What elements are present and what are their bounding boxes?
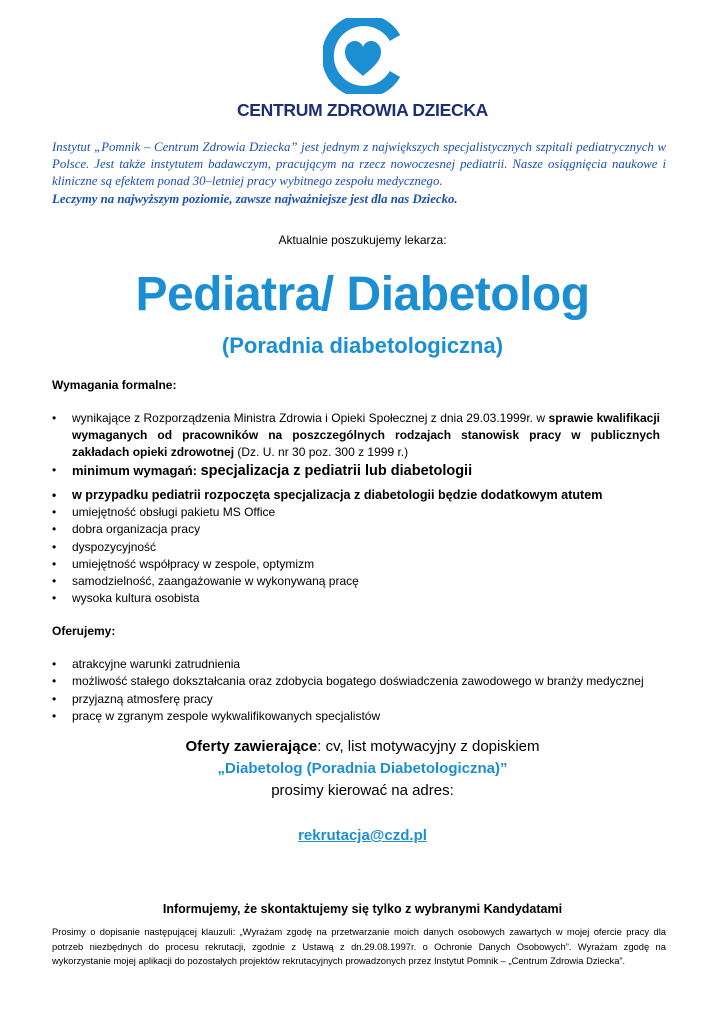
requirements-list-4	[52, 504, 660, 608]
job-title: Pediatra/ Diabetolog	[135, 268, 590, 321]
list-item: • samodzielność, zaangażowanie w wykonywaną pracę	[52, 573, 660, 590]
requirements-heading: Wymagania formalne:	[52, 378, 177, 392]
consent-clause: Prosimy o dopisanie następującej klauzuli: „Wyrażam zgodę na przetwarzanie moich danych osobowych zawartych w mojej ofercie pracy dla potrzeb niezbędnych do procesu rekrutacji, zgodnie z Ustawą z dn.29.08.1997r. o Ochronie Danych Osobowych”. Wyrażam zgodę na wykorzystanie mojej aplikacji do pozostałych projektów rekrutacyjnych prowadzonych przez Instytut Pomnik – „Centrum Zdrowia Dziecka”.	[52, 926, 666, 966]
job-subtitle: (Poradnia diabetologiczna)	[221, 333, 504, 358]
requirements-list-3	[52, 487, 660, 504]
list-item: • umiejętność obsługi pakietu MS Office	[52, 504, 660, 521]
list-item: • umiejętność współpracy w zespole, optymizm	[52, 556, 660, 573]
list-item: • dyspozycyjność	[52, 539, 660, 556]
requirements-list-2	[52, 462, 660, 480]
bullet-icon: •	[52, 539, 57, 554]
bullet-icon: •	[52, 708, 57, 723]
email-link[interactable]: rekrutacja@czd.pl	[298, 827, 427, 844]
bullet-icon: •	[52, 574, 57, 589]
logo	[0, 18, 725, 121]
list-item: • minimum wymagań: specjalizacja z pediatrii lub diabetologii	[52, 463, 473, 479]
application-address-line: prosimy kierować na adres:	[271, 782, 454, 799]
bullet-icon: •	[52, 657, 57, 671]
intro-paragraph: Instytut „Pomnik – Centrum Zdrowia Dziecka” jest jednym z największych specjalistycznych szpitali pediatrycznych w Polsce. Jest także instytutem badawczym, pracującym na rzecz nowoczesnej pediatrii. Nasze osiągnięcia naukowe i kliniczne są efektem ponad 30–letniej pracy wybitnego zespołu medycznego.	[52, 140, 666, 188]
lead-text: Aktualnie poszukujemy lekarza:	[278, 233, 447, 247]
list-item: • atrakcyjne warunki zatrudnienia	[52, 656, 672, 673]
list-item: • możliwość stałego dokształcania oraz zdobycia bogatego doświadczenia zawodowego w branży medycznej	[52, 673, 672, 690]
list-item: • w przypadku pediatrii rozpoczęta specjalizacja z diabetologii będzie dodatkowym atutem	[52, 488, 603, 502]
list-item: • dobra organizacja pracy	[52, 521, 660, 538]
bullet-icon: •	[52, 556, 57, 571]
inform-note: Informujemy, że skontaktujemy się tylko z wybranymi Kandydatami	[162, 902, 563, 916]
bullet-icon: •	[52, 691, 57, 706]
bullet-icon: •	[52, 591, 57, 606]
requirements-list	[52, 410, 660, 461]
list-item: • wynikające z Rozporządzenia Ministra Zdrowia i Opieki Społecznej z dnia 29.03.1999r. w sprawie kwalifikacji wymaganych od pracowników na poszczególnych rodzajach stanowisk pracy w publicznych zakładach opieki zdrowotnej (Dz. U. nr 30 poz. 300 z 1999 r.)	[52, 411, 660, 459]
logo-wordmark: CENTRUM ZDROWIA DZIECKA	[236, 100, 489, 120]
application-tag: „Diabetolog (Poradnia Diabetologiczna)”	[217, 760, 508, 777]
list-item: • przyjazną atmosferę pracy	[52, 691, 672, 708]
offers-list	[52, 656, 672, 725]
list-item: • pracę w zgranym zespole wykwalifikowanych specjalistów	[52, 708, 672, 725]
bullet-icon: •	[52, 488, 57, 502]
bullet-icon: •	[52, 674, 57, 689]
bullet-icon: •	[52, 411, 57, 425]
list-item: • wysoka kultura osobista	[52, 590, 660, 607]
offers-heading: Oferujemy:	[52, 624, 116, 638]
motto: Leczymy na najwyższym poziomie, zawsze najważniejsze jest dla nas Dziecko.	[52, 192, 458, 206]
bullet-icon: •	[52, 463, 57, 477]
bullet-icon: •	[52, 505, 57, 519]
bullet-icon: •	[52, 522, 57, 537]
heart-logo-icon	[323, 18, 403, 94]
application-line: Oferty zawierające: cv, list motywacyjny z dopiskiem	[185, 738, 540, 755]
